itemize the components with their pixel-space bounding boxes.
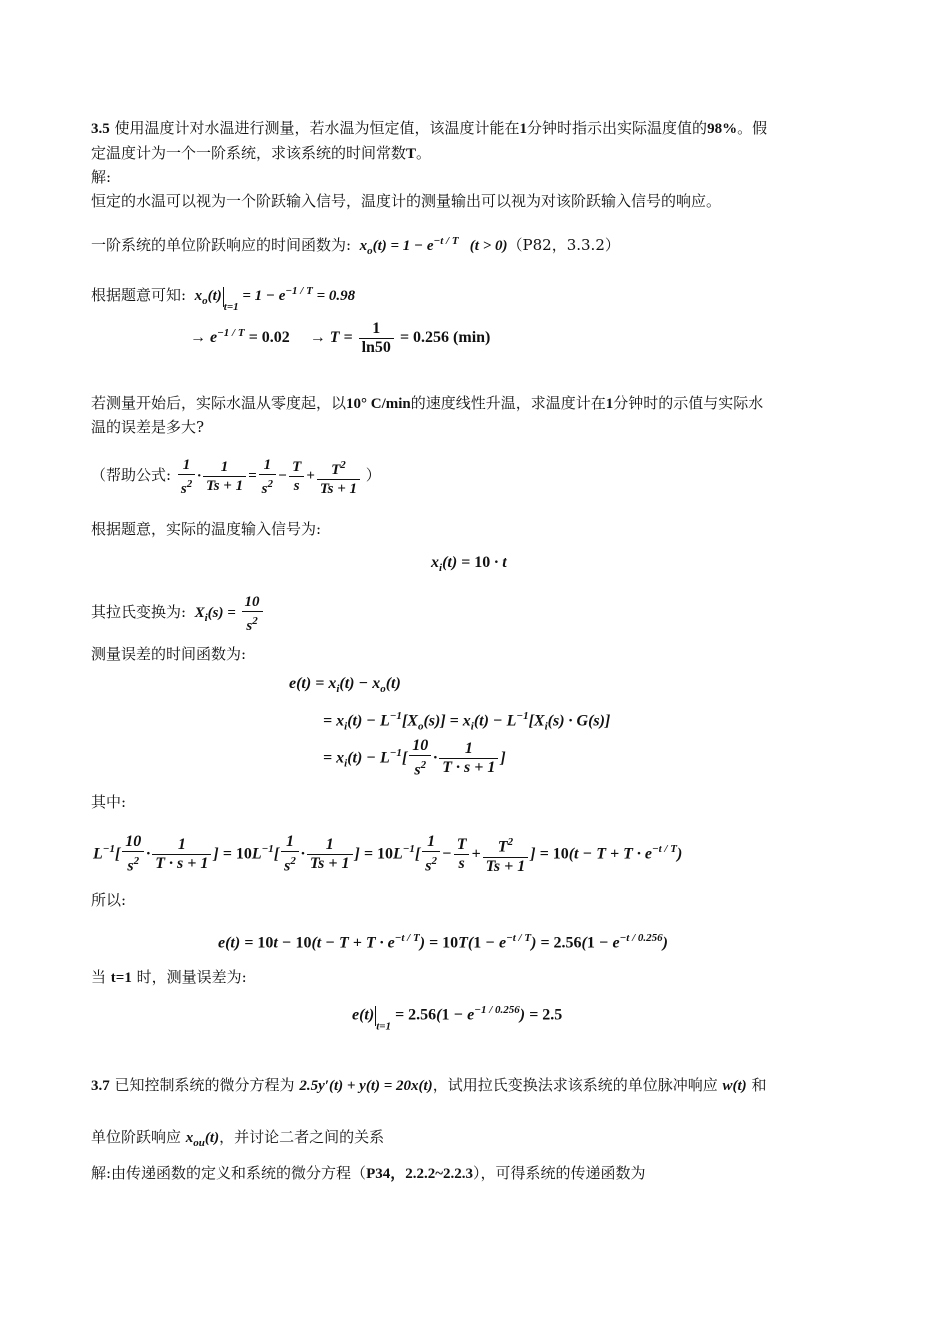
input-intro: 根据题意，实际的温度输入信号为: [91, 520, 322, 538]
when-text: 时，测量误差为: [136, 968, 247, 986]
so-label: 所以: [91, 891, 127, 909]
input-signal-formula: $x_i(t) = 10 \cdot t$ [431, 554, 507, 575]
step-response-ref: （P82，3.3.2） [507, 236, 620, 254]
inverse-laplace-formula: $L^{-1}$[ $\frac{10}{s^2}$ · $\frac{1}{T \cdot s + 1}$ ] = $10L^{-1}$[ $\frac{1}{s^2}$ · $\frac{1}{Ts + 1}$ ] = $10L^{-1}$[ $\frac{1}{s^2}$ − $\frac{T}{s}$ + $\frac{T^2}{Ts + 1}$ ] = $10(t - T + T \cdot e^{-t / T})$ [93, 833, 683, 875]
part2-line2: 温的误差是多大? [91, 418, 205, 436]
given-intro: 根据题意可知: [91, 286, 187, 304]
helper-formula: $\frac{1}{s^2}$ · $\frac{1}{Ts + 1}$ = $\frac{1}{s^2}$ − $\frac{T}{s}$ + $\frac{T^2}{Ts + 1}$ [176, 468, 366, 484]
impulse-response-symbol: w(t) [722, 1078, 747, 1094]
solution-text: 解:由传递函数的定义和系统的微分方程（ [91, 1164, 367, 1182]
problem-3-7-statement-line1 [91, 1074, 766, 1097]
error-eq-line2: = $x_i(t) - L^{-1}[X_o(s)] = x_i(t) - L^{-1}[X_i(s) \cdot G(s)]$ [323, 710, 611, 733]
statement-text: 分钟时指示出实际温度值的 [527, 119, 708, 137]
problem-3-5-statement-line1 [91, 117, 767, 140]
helper-open: （帮助公式: [91, 466, 172, 484]
laplace-intro: 其拉氏变换为: [91, 603, 187, 621]
part2-text: 若测量开始后，实际水温从零度起，以 [91, 394, 347, 412]
statement-text: 单位阶跃响应 [91, 1128, 182, 1146]
part2-rate: 10° C/min [346, 396, 411, 412]
problem-3-5-statement-line2 [91, 142, 431, 165]
part2-text: 的速度线性升温，求温度计在 [410, 394, 606, 412]
part2-line1 [91, 392, 763, 415]
step-response-intro: 一阶系统的单位阶跃响应的时间函数为: [91, 236, 352, 254]
when-line [91, 966, 247, 989]
statement-text: ，并讨论二者之间的关系 [219, 1128, 385, 1146]
problem-3-7-statement-line2 [91, 1126, 384, 1154]
statement-text: 。假 [737, 119, 768, 137]
error-intro: 测量误差的时间函数为: [91, 645, 247, 663]
helper-formula-line [91, 455, 381, 498]
time-constant-value: 0.256 [413, 329, 450, 347]
statement-text: 使用温度计对水温进行测量，若水温为恒定值，该温度计能在 [114, 119, 520, 137]
step-response-formula: $x_o(t) = 1 - e^{-t / T}$ (t > 0) [355, 235, 508, 257]
statement-value: 98% [707, 121, 738, 137]
given-line [91, 280, 355, 318]
error-eq-line1: $e(t) = x_i(t) - x_o(t)$ [289, 675, 401, 696]
differential-equation: 2.5y′(t) + y(t) = 20x(t) [299, 1078, 433, 1094]
solution-text: ），可得系统的传递函数为 [473, 1164, 646, 1182]
statement-text: 定温度计为一个一阶系统，求该系统的时间常数 [91, 144, 407, 162]
problem-number: 3.7 [91, 1078, 110, 1094]
given-formula: $x_o(t)_{t=1} = 1 - e^{-1 / T} = 0.98$ [190, 285, 356, 313]
solution-label: 解: [91, 168, 112, 186]
step-response-line [91, 230, 620, 262]
final-error-value: 2.5 [542, 1006, 563, 1024]
error-eq-line3: = $x_i(t) - L^{-1}$[ $\frac{10}{s^2}$ · $\frac{1}{T \cdot s + 1}$ ] [323, 737, 506, 779]
laplace-line [91, 592, 265, 638]
when-text: 当 [91, 968, 107, 986]
laplace-formula: $X_i(s)$ = $\frac{10}{s^2}$ [191, 605, 265, 621]
statement-value: T [406, 146, 417, 162]
time-constant-formula: → $e^{-1 / T} = 0.02$ → T = $\frac{1}{\ln 50}$ = 0.256 (min) [190, 320, 491, 356]
helper-close: ） [365, 466, 381, 484]
solution-line1: 恒定的水温可以视为一个阶跃输入信号，温度计的测量输出可以视为对该阶跃输入信号的响应。 [91, 192, 722, 210]
statement-text: 和 [751, 1076, 767, 1094]
step-response-symbol: $x_{ou}(t)$ [185, 1130, 220, 1149]
statement-text: ，试用拉氏变换法求该系统的单位脉冲响应 [432, 1076, 718, 1094]
solution-ref: P34，2.2.2~2.2.3 [366, 1166, 474, 1182]
error-result-formula: $e(t) = 10t - 10(t - T + T \cdot e^{-t / T}) = 10T(1 - e^{-t / T}) = 2.56(1 - e^{-t / 0.256})$ [218, 932, 668, 952]
part2-text: 分钟时的示值与实际水 [613, 394, 764, 412]
problem-number: 3.5 [91, 121, 110, 137]
statement-text: 已知控制系统的微分方程为 [114, 1076, 295, 1094]
part2-value: 1 [605, 396, 614, 412]
final-error-formula: $e(t)_{t=1} = 2.56(1 - e^{-1 / 0.256}) = 2.5$ [352, 1004, 563, 1033]
where-label: 其中: [91, 793, 127, 811]
statement-text: 。 [416, 144, 432, 162]
problem-3-7-solution-line [91, 1162, 646, 1185]
when-value: t=1 [110, 970, 132, 986]
statement-value: 1 [519, 121, 528, 137]
